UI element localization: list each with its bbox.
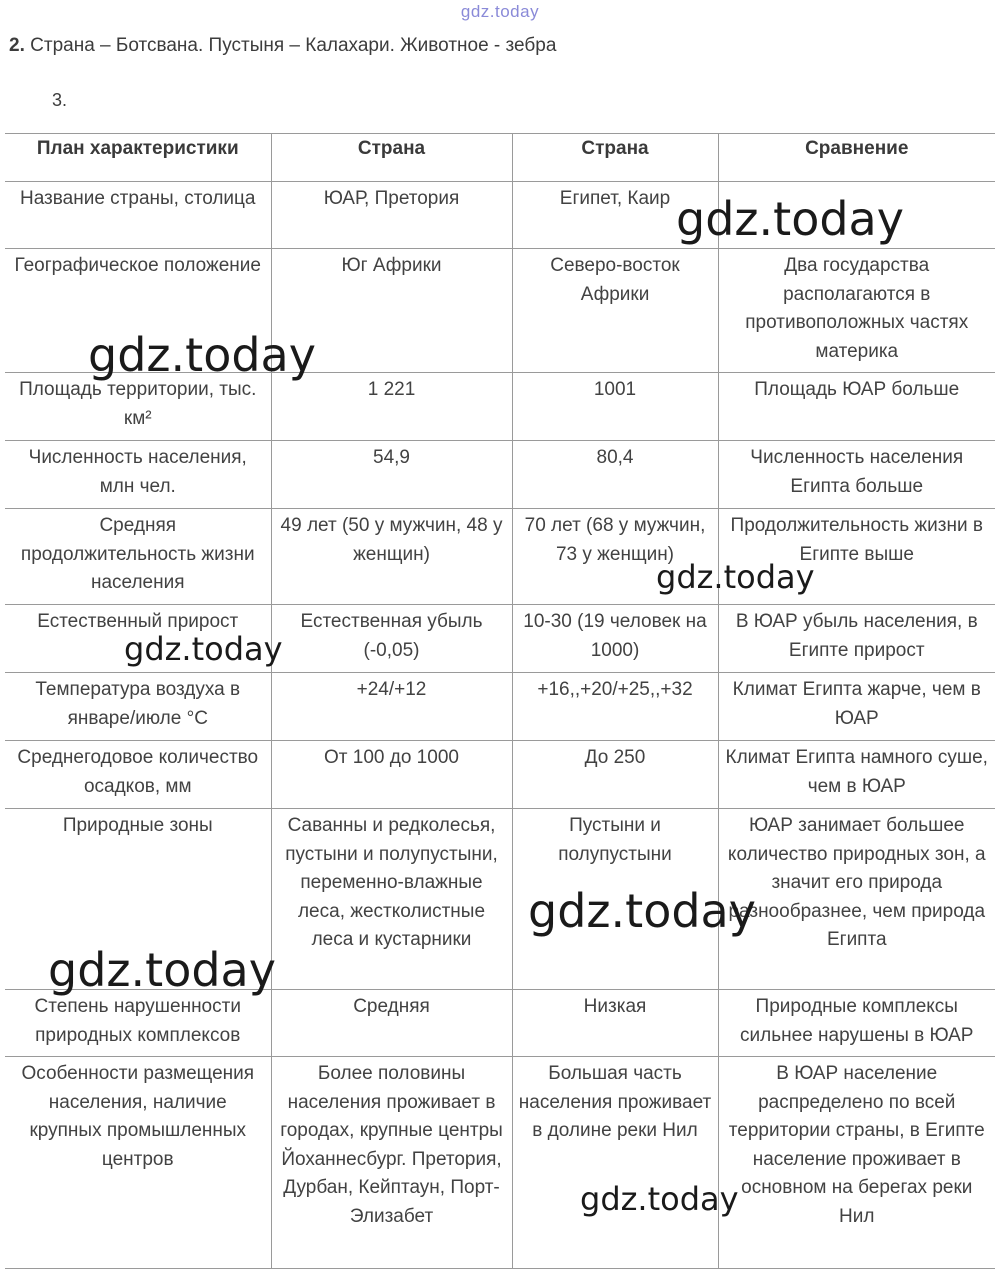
row-label: Особенности размещения населения, наличие крупных промышленных центров bbox=[5, 1057, 271, 1269]
cell-country-1: 49 лет (50 у мужчин, 48 у женщин) bbox=[271, 509, 512, 605]
cell-country-2: Пустыни и полупустыни bbox=[512, 809, 718, 990]
cell-country-2: 80,4 bbox=[512, 441, 718, 509]
task-2-text: Страна – Ботсвана. Пустыня – Калахари. Животное - зебра bbox=[30, 35, 557, 56]
cell-country-2: Большая часть населения проживает в долине реки Нил bbox=[512, 1057, 718, 1269]
table-row bbox=[5, 809, 995, 990]
cell-country-1: Юг Африки bbox=[271, 249, 512, 373]
table-row bbox=[5, 373, 995, 441]
watermark: gdz.today bbox=[88, 328, 316, 382]
table-row bbox=[5, 673, 995, 741]
header-country-2: Страна bbox=[512, 134, 718, 182]
cell-country-2: 70 лет (68 у мужчин, 73 у женщин) bbox=[512, 509, 718, 605]
cell-comparison: В ЮАР убыль населения, в Египте прирост bbox=[718, 605, 995, 673]
header-plan: План характеристики bbox=[5, 134, 271, 182]
row-label: Природные зоны bbox=[5, 809, 271, 990]
watermark: gdz.today bbox=[48, 943, 276, 997]
cell-country-2: Низкая bbox=[512, 990, 718, 1057]
watermark: gdz.today bbox=[124, 630, 283, 668]
cell-comparison: ЮАР занимает большее количество природных зон, а значит его природа разнообразнее, чем природа Египта bbox=[718, 809, 995, 990]
cell-comparison: Продолжительность жизни в Египте выше bbox=[718, 509, 995, 605]
cell-country-1: ЮАР, Претория bbox=[271, 182, 512, 249]
cell-country-1: +24/+12 bbox=[271, 673, 512, 741]
row-label: Естественный прирост bbox=[5, 605, 271, 673]
cell-country-1: Более половины населения проживает в городах, крупные центры Йоханнесбург. Претория, Дурбан, Кейптаун, Порт-Элизабет bbox=[271, 1057, 512, 1269]
task-2-answer bbox=[9, 35, 556, 57]
row-label: Площадь территории, тыс. км² bbox=[5, 373, 271, 441]
cell-country-1: Естественная убыль (-0,05) bbox=[271, 605, 512, 673]
row-label: Средняя продолжительность жизни населения bbox=[5, 509, 271, 605]
task-3-number: 3. bbox=[52, 90, 68, 110]
top-watermark: gdz.today bbox=[460, 2, 540, 21]
cell-country-1: От 100 до 1000 bbox=[271, 741, 512, 809]
cell-comparison: Климат Египта намного суше, чем в ЮАР bbox=[718, 741, 995, 809]
header-comparison: Сравнение bbox=[718, 134, 995, 182]
cell-comparison: В ЮАР население распределено по всей территории страны, в Египте население проживает в основном на берегах реки Нил bbox=[718, 1057, 995, 1269]
cell-country-1: Средняя bbox=[271, 990, 512, 1057]
row-label: Название страны, столица bbox=[5, 182, 271, 249]
watermark: gdz.today bbox=[656, 558, 815, 596]
cell-country-2: 10-30 (19 человек на 1000) bbox=[512, 605, 718, 673]
cell-country-1: 1 221 bbox=[271, 373, 512, 441]
task-2-number: 2. bbox=[9, 35, 25, 56]
table-row bbox=[5, 605, 995, 673]
cell-comparison: Природные комплексы сильнее нарушены в ЮАР bbox=[718, 990, 995, 1057]
table-row bbox=[5, 182, 995, 249]
cell-country-2: Египет, Каир bbox=[512, 182, 718, 249]
row-label: Среднегодовое количество осадков, мм bbox=[5, 741, 271, 809]
table-header-row bbox=[5, 134, 995, 182]
header-country-1: Страна bbox=[271, 134, 512, 182]
cell-comparison: Площадь ЮАР больше bbox=[718, 373, 995, 441]
cell-comparison: Климат Египта жарче, чем в ЮАР bbox=[718, 673, 995, 741]
cell-country-2: До 250 bbox=[512, 741, 718, 809]
row-label: Степень нарушенности природных комплексов bbox=[5, 990, 271, 1057]
cell-country-2: Северо-восток Африки bbox=[512, 249, 718, 373]
row-label: Температура воздуха в январе/июле °С bbox=[5, 673, 271, 741]
table-row bbox=[5, 441, 995, 509]
cell-country-2: +16,,+20/+25,,+32 bbox=[512, 673, 718, 741]
cell-country-2: 1001 bbox=[512, 373, 718, 441]
watermark: gdz.today bbox=[580, 1180, 739, 1218]
row-label: Географическое положение bbox=[5, 249, 271, 373]
table-row bbox=[5, 741, 995, 809]
cell-country-1: 54,9 bbox=[271, 441, 512, 509]
cell-country-1: Саванны и редколесья, пустыни и полупустыни, переменно-влажные леса, жестколистные леса и кустарники bbox=[271, 809, 512, 990]
comparison-table bbox=[5, 133, 995, 1269]
cell-comparison: Два государства располагаются в противоположных частях материка bbox=[718, 249, 995, 373]
row-label: Численность населения, млн чел. bbox=[5, 441, 271, 509]
watermark: gdz.today bbox=[528, 884, 756, 938]
table-row bbox=[5, 1057, 995, 1269]
table-row bbox=[5, 249, 995, 373]
watermark: gdz.today bbox=[676, 192, 904, 246]
table-row bbox=[5, 990, 995, 1057]
cell-comparison: Численность населения Египта больше bbox=[718, 441, 995, 509]
cell-comparison bbox=[718, 182, 995, 249]
table-row bbox=[5, 509, 995, 605]
